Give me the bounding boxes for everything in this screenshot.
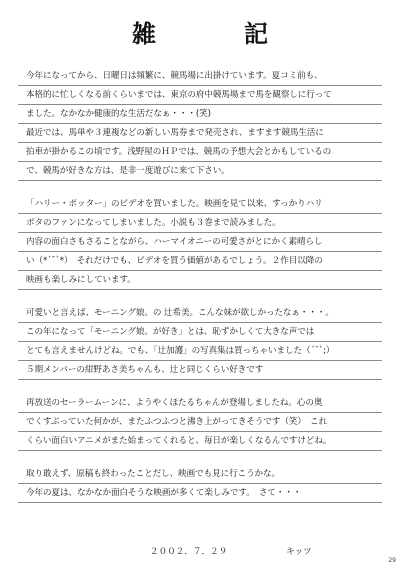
text-line: 内容の面白さもさることながら、ハーマイオニーの可愛さがとにかく素晴らし [18,234,382,253]
text-line: 今年になってから、日曜日は頻繁に、競馬場に出掛けています。夏コミ前も、 [18,68,382,87]
text-line: とても言えませんけどね。でも、「辻加護」の写真集は買っちゃいました（´¯`;） [18,343,382,362]
text-line: 拍車が掛かるこの頃です。浅野屋のＨＰでは、競馬の予想大会とかもしているの [18,144,382,163]
text-line: 可愛いと言えば、モーニング娘。の 辻希美。こんな妹が欲しかったなぁ・・・。 [18,305,382,324]
paragraph-keiba [18,68,382,182]
paragraph-sailor-moon [18,395,382,452]
text-line: 「ハリー・ポッター」のビデオを買いました。映画を見て以来、すっかりハリ [18,196,382,215]
text-line: 最近では、馬単や３連複などの新しい馬券まで発売され、ますます競馬生活に [18,125,382,144]
date-text: ２００２．７．２９ [150,547,228,557]
page-number: 29 [388,557,396,564]
page-title: 雑 記 [132,19,300,48]
text-line: ５期メンバーの紺野あさ美ちゃんも、辻と同じくらい好きです [18,362,382,381]
paragraph-harry-potter [18,196,382,291]
text-line: 映画も楽しみにしています。 [18,272,382,291]
author-signature: キッツ [286,547,312,557]
paragraph-closing [18,466,382,504]
text-line: で、競馬が好きな方は、是非一度遊びに来て下さい。 [18,163,382,182]
signature-block [150,545,312,557]
paragraph-morning-musume [18,305,382,381]
text-line: ました。なかなか健康的な生活だなぁ・・・(笑) [18,106,382,125]
text-line: い（*´¯`*） それだけでも、ビデオを買う価値があるでしょう。２作目以降の [18,253,382,272]
text-line: この年になって「モーニング娘。が好き」とは、恥ずかしくて大きな声では [18,324,382,343]
text-line: 本格的に忙しくなる前くらいまでは、東京の府中競馬場まで馬を観察しに行って [18,87,382,106]
text-line: 今年の夏は、なかなか面白そうな映画が多くて楽しみです。 さて・・・ [18,485,382,504]
text-line: ポタのファンになってしまいました。小説も３巻まで読みました。 [18,215,382,234]
text-line: 取り敢えず、原稿も終わったことだし、映画でも見に行こうかな。 [18,466,382,485]
text-line: 再放送のセーラームーンに、ようやくほたるちゃんが登場しましたね。心の奥 [18,395,382,414]
text-line: でくすぶっていた何かが、またふつふつと沸き上がってきそうです（笑） これ [18,414,382,433]
document-body [18,68,382,518]
text-line: くらい面白いアニメがまた始まってくれると、毎日が楽しくなるんですけどね。 [18,433,382,452]
